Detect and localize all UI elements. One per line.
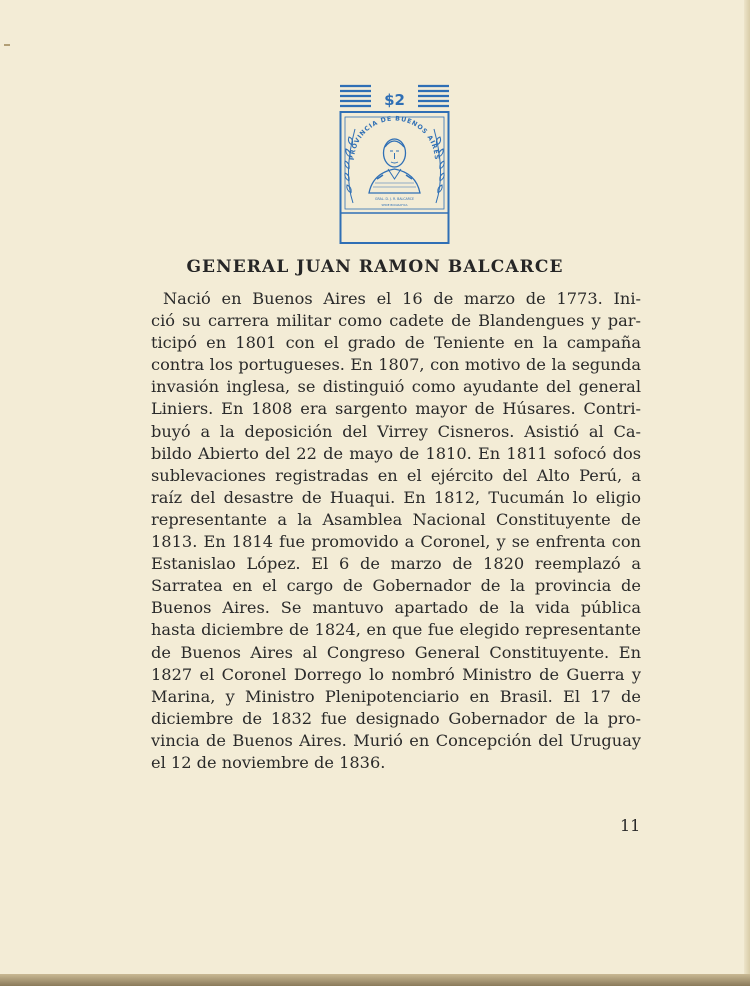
page-number: 11: [620, 816, 641, 835]
bio-line: diciembre de 1832 fue designado Gobernador de la pro-: [151, 708, 641, 728]
bio-line: Nació en Buenos Aires el 16 de marzo de 1773. Ini-: [163, 289, 641, 308]
bio-line: Estanislao López. El 6 de marzo de 1820 reemplazó a: [151, 554, 641, 574]
bio-line: representante a la Asamblea Nacional Constituyente de: [151, 509, 641, 529]
page-bottom-edge: [0, 974, 750, 986]
stamp-caption: GRAL. D. J. R. BALCARCE: [375, 197, 414, 201]
biography-text: [151, 288, 641, 774]
revenue-stamp: [339, 83, 450, 245]
stamp-subcaption: SERIE BIOGRAFICA: [381, 203, 408, 207]
bio-line: ció su carrera militar como cadete de Blandengues y par-: [151, 311, 641, 331]
laurel-right-icon: [434, 129, 444, 203]
stamp-value: $2: [384, 91, 405, 109]
bio-line: bildo Abierto del 22 de mayo de 1810. En 1811 sofocó dos: [151, 443, 641, 463]
bio-line: buyó a la deposición del Virrey Cisneros. Asistió al Ca-: [151, 421, 641, 441]
bio-line: Buenos Aires. Se mantuvo apartado de la vida pública: [151, 598, 641, 618]
bio-line: Sarratea en el cargo de Gobernador de la provincia de: [151, 576, 641, 596]
stamp-frame: [341, 112, 449, 243]
stamp-graphic: [339, 83, 450, 245]
bio-line: sublevaciones registradas en el ejército del Alto Perú, a: [151, 465, 641, 485]
bio-line: hasta diciembre de 1824, en que fue elegido representante: [151, 620, 641, 640]
laurel-left-icon: [345, 129, 355, 203]
stamp-top-stripes-left: [340, 86, 371, 106]
margin-mark: [4, 44, 10, 46]
bio-line: ticipó en 1801 con el grado de Teniente en la campaña: [151, 333, 641, 353]
bio-line: Marina, y Ministro Plenipotenciario en Brasil. El 17 de: [151, 686, 641, 706]
bio-line: raíz del desastre de Huaqui. En 1812, Tucumán lo eligio: [151, 487, 641, 507]
bio-line: 1827 el Coronel Dorrego lo nombró Ministro de Guerra y: [151, 664, 641, 684]
bio-line: el 12 de noviembre de 1836.: [151, 752, 386, 772]
bio-line: Liniers. En 1808 era sargento mayor de Húsares. Contri-: [151, 399, 641, 419]
stamp-top-stripes-right: [418, 86, 449, 106]
bio-line: invasión inglesa, se distinguió como ayudante del general: [151, 377, 641, 397]
bio-line: de Buenos Aires al Congreso General Constituyente. En: [151, 642, 641, 662]
page-edge: [744, 0, 750, 974]
portrait-icon: [369, 139, 420, 193]
bio-line: contra los portugueses. En 1807, con motivo de la segunda: [151, 355, 641, 375]
bio-line: vincia de Buenos Aires. Murió en Concepción del Uruguay: [151, 730, 641, 750]
page-title: GENERAL JUAN RAMON BALCARCE: [186, 257, 564, 277]
bio-line: 1813. En 1814 fue promovido a Coronel, y se enfrenta con: [151, 532, 641, 552]
stamp-arc-text: PROVINCIA DE BUENOS AIRES: [348, 115, 441, 161]
